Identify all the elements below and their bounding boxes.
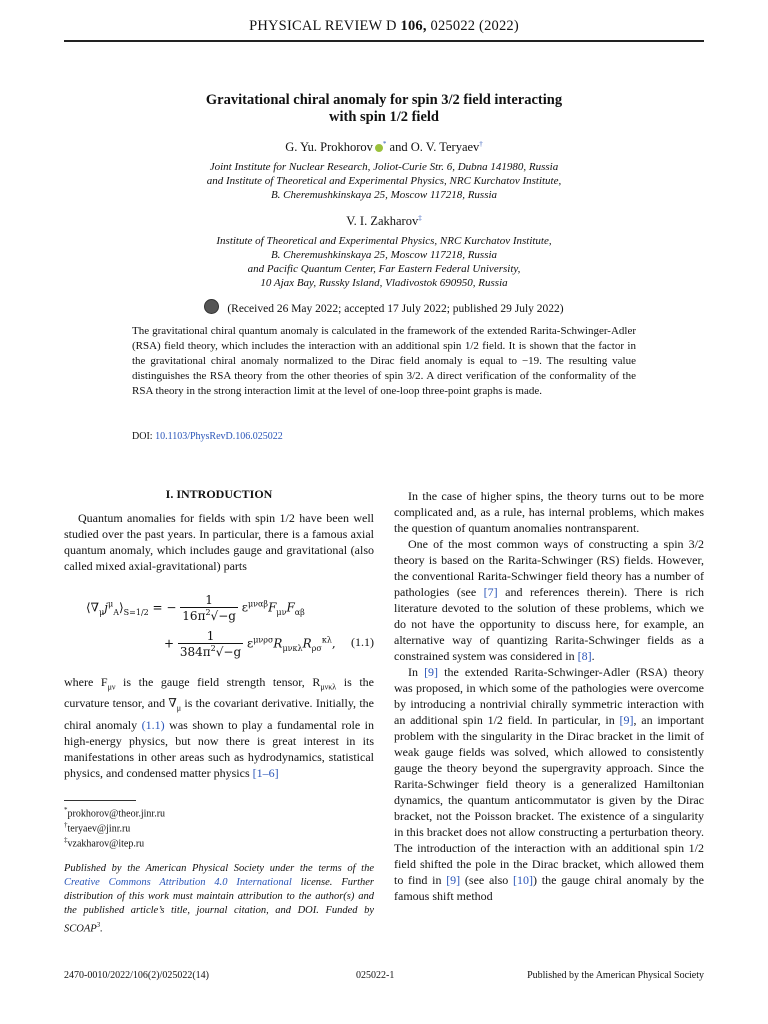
doi-label: DOI: (132, 431, 153, 442)
equation-ref-link[interactable]: (1.1) (141, 717, 165, 732)
equation-1-1 (86, 585, 376, 665)
journal-volume: 106, (400, 18, 427, 34)
author-mark[interactable]: ‡ (418, 214, 422, 222)
title-line-2: with spin 1/2 field (329, 109, 439, 125)
affiliation-line: and Pacific Quantum Center, Far Eastern Federal University, (247, 263, 521, 275)
citation-link[interactable]: [10] (513, 873, 534, 887)
author-line-2 (64, 214, 704, 229)
equation-number: (1.1) (351, 635, 374, 649)
text: where F (64, 675, 108, 689)
citation-link[interactable]: [1–6] (252, 765, 279, 780)
affiliation-line: 10 Ajax Bay, Russky Island, Vladivostok 690950, Russia (260, 277, 508, 289)
text: , an important problem with the singularity in the Dirac bracket in the limit of weak gauge fields was solved, which allowed to consistently gauge the theory beyond the supergravity approach. Since the Rarita-Schwinger field theory is a generalized Hamiltonian dynamics, the quantum anticommutator is given by the Dirac bracket, not the Poisson bracket. The existence of a singularity in this bracket does not allow constructing a perturbation theory. The introduction of the interaction with an additional spin 1/2 field shifted the pole in the Dirac bracket, which allowed them to find in (394, 713, 705, 887)
affiliation-line: Institute of Theoretical and Experimental Physics, NRC Kurchatov Institute, (216, 235, 552, 247)
title-line-1: Gravitational chiral anomaly for spin 3/2 field interacting (205, 92, 563, 108)
footnote (64, 821, 130, 834)
received-text: (Received 26 May 2022; accepted 17 July 2022; published 29 July 2022) (227, 303, 564, 315)
text: Published by the American Physical Society under the terms of the (64, 863, 374, 874)
doi-line (132, 431, 636, 442)
footer-issn: 2470-0010/2022/106(2)/025022(14) (64, 970, 209, 981)
journal-name: PHYSICAL REVIEW D (249, 18, 397, 34)
footnote (64, 806, 165, 819)
footnote (64, 836, 144, 849)
affiliation-2 (64, 234, 704, 290)
paragraph: Quantum anomalies for fields with spin 1/2 have been well studied over the past years. In particular, there is a famous axial quantum anomaly, which includes gauge and gravitational (also called mixed axial-gravitational) parts (64, 511, 374, 573)
eq-row-1: $⟨\nabla_\mu j^\mu_A⟩_{S=1/2}$ = − $\frac{1}{16\pi^2√-g}$ $\varepsilon^{\mu\nu\alpha\beta}F_{\mu\nu}F_{\alpha\beta}$ (86, 593, 305, 623)
article-number: 025022 (2022) (430, 18, 519, 34)
affiliation-line: B. Cheremushkinskaya 25, Moscow 117218, Russia (270, 189, 498, 201)
text: is the gauge field strength tensor, R (115, 675, 321, 689)
crossmark-icon[interactable] (204, 299, 219, 314)
text: is the covariant derivative. Initially, the chiral anomaly (64, 696, 375, 732)
citation-link[interactable]: [8] (577, 649, 592, 663)
text: the extended Rarita-Schwinger-Adler (RSA) theory was proposed, in which some of the pathologies were overcome by introducing a nontrivial chirally symmetric interaction with an additional spin 1/2 field. In particular, in (394, 665, 705, 727)
received-dates (64, 299, 704, 315)
text: ) the gauge chiral anomaly by the famous shift method (394, 873, 705, 903)
author-teryaev[interactable]: O. V. Teryaev (410, 140, 480, 155)
text: In (408, 665, 425, 679)
text: (see also (460, 873, 514, 887)
footer-publisher: Published by the American Physical Society (527, 970, 704, 981)
affiliation-line: and Institute of Theoretical and Experimental Physics, NRC Kurchatov Institute, (206, 175, 562, 187)
footnote-mark: † (64, 821, 68, 829)
affiliation-line: B. Cheremushkinskaya 25, Moscow 117218, Russia (270, 249, 498, 261)
text: is the curvature tensor, and ∇ (64, 675, 374, 711)
section-heading: I. INTRODUCTION (165, 487, 273, 501)
doi-link[interactable]: 10.1103/PhysRevD.106.025022 (155, 431, 283, 442)
paragraph: In the case of higher spins, the theory turns out to be more complicated and, as a rule, has internal problems, which makes the question of quantum anomalies nontransparent. (394, 489, 704, 535)
abstract: The gravitational chiral quantum anomaly is calculated in the framework of the extended Rarita-Schwinger-Adler (RSA) field theory, which includes the interaction with an additional spin 1/2 field. It is shown that the factor in the gravitational chiral anomaly normalized to the Dirac field anomaly is equal to −19. The resulting value distinguishes the RSA theory from the other theories of spin 3/2. A direct verification of the conformality of the RSA theory in the strong interaction limit at the level of one-loop three-point graphs is made. (132, 325, 636, 397)
footnote-email[interactable]: teryaev@jinr.ru (67, 823, 131, 835)
left-column-para-1 (64, 510, 374, 574)
citation-link[interactable]: [9] (446, 873, 461, 887)
footnote-mark: ‡ (64, 836, 68, 844)
affiliation-line: Joint Institute for Nuclear Research, Joliot-Curie Str. 6, Dubna 141980, Russia (209, 161, 559, 173)
citation-link[interactable]: [9] (424, 665, 439, 679)
orcid-icon[interactable] (375, 144, 383, 152)
author-prokhorov[interactable]: G. Yu. Prokhorov (285, 140, 373, 155)
footer-page: 025022-1 (356, 970, 395, 981)
right-column (394, 488, 704, 904)
author-mark[interactable]: * (382, 140, 387, 148)
author-zakharov[interactable]: V. I. Zakharov (346, 214, 419, 229)
paragraph: where $F_{\mu\nu}$ is the gauge field strength tensor, $R_{\mu\nu\kappa\lambda}$ is the curvature tensor, and $\nabla_\mu$ is the covariant derivative. Initially, the chiral anomaly (1.1) was shown to play a fundamental role in high-energy physics, but now there is great interest in its manifestations in other areas such as hydrodynamics, statistical physics, and condensed matter physics [1–6] (64, 675, 375, 780)
text: and references therein). There is rich literature devoted to the solution of these problems, which we do not have the opportunity to discuss here, for example, an alternative way of quantizing Rarita-Schwinger fields as a constrained system was considered in (394, 585, 704, 663)
text: license. Further distribution of this work must maintain attribution to the author(s) and the published article’s title, journal citation, and DOI. Funded by SCOAP (64, 877, 374, 935)
author-line-1 (64, 140, 704, 155)
text: . (591, 649, 595, 663)
footnote-email[interactable]: vzakharov@itep.ru (67, 838, 145, 850)
eq-row-2: + $\frac{1}{384\pi^2√-g}$ $\varepsilon^{\mu\nu\rho\sigma}R_{\mu\nu\kappa\lambda}R_{\rho\sigma}^{\kappa\lambda}$, (164, 629, 336, 659)
left-column-para-2 (64, 674, 374, 781)
and-word: and (389, 140, 408, 155)
footnote-email[interactable]: prokhorov@theor.jinr.ru (67, 808, 166, 820)
paragraph (394, 536, 704, 664)
header-rule (64, 40, 704, 42)
text: was shown to play a fundamental role in high-energy physics, but now there is great interest in its manifestations in other areas such as hydrodynamics, statistical physics, and condensed matter physics (64, 717, 374, 780)
author-mark[interactable]: † (479, 140, 483, 148)
footnote-rule (64, 800, 136, 801)
running-header (64, 18, 704, 35)
citation-link[interactable]: [7] (483, 585, 498, 599)
paragraph (394, 664, 704, 904)
text: . (100, 923, 103, 935)
text: One of the most common ways of constructing a spin 3/2 theory is based on the Rarita-Schwinger (RS) fields. However, the conventional Rarita-Schwinger field theory has a number of pathologies (see (394, 537, 704, 599)
affiliation-1 (64, 160, 704, 202)
paper-title (64, 92, 704, 126)
citation-link[interactable]: [9] (619, 713, 634, 727)
license-statement: Published by the American Physical Society under the terms of the Creative Commons Attribution 4.0 International license. Further distribution of this work must maintain attribution to the author(s) and the published article’s title, journal citation, and DOI. Funded by SCOAP$^3$. (64, 863, 374, 935)
license-link[interactable]: Creative Commons Attribution 4.0 International (64, 877, 292, 888)
footnote-mark: * (64, 806, 68, 814)
